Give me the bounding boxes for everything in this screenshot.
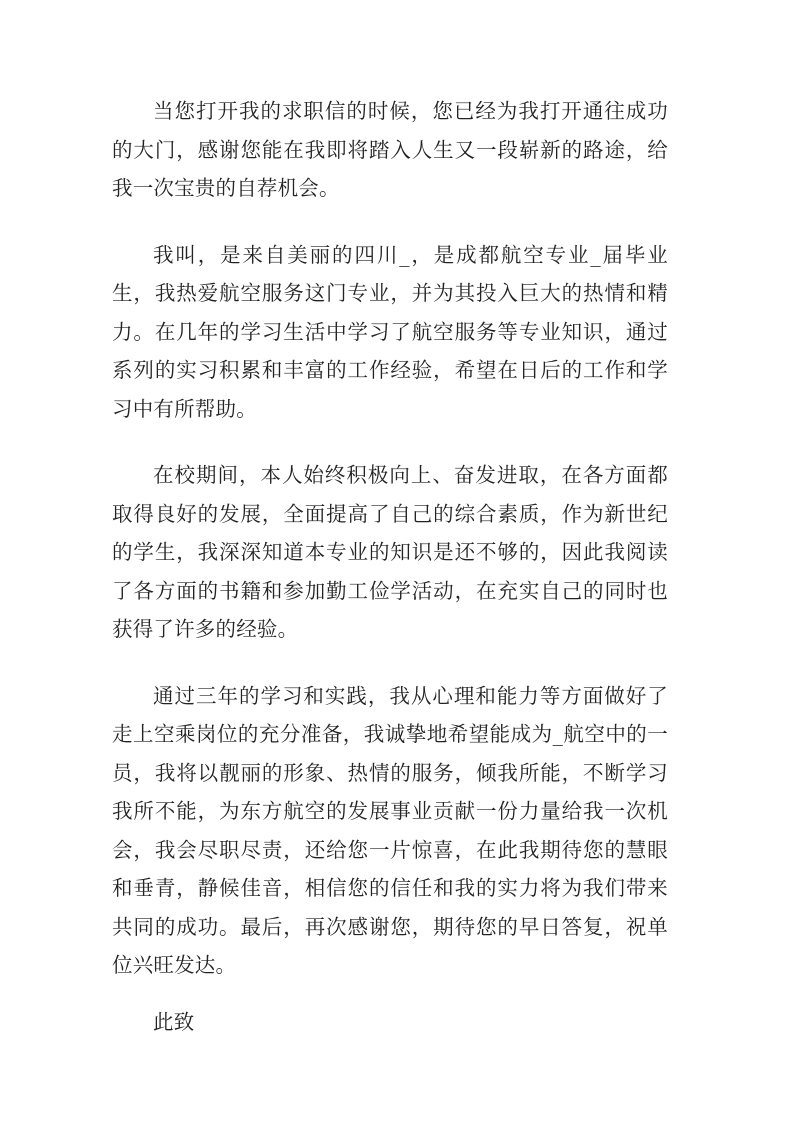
closing-salutation: 此致 xyxy=(153,1009,195,1034)
paragraph: 在校期间，本人始终积极向上、奋发进取，在各方面都取得良好的发展，全面提高了自己的综合素质，作为新世纪的学生，我深深知道本专业的知识是还不够的，因此我阅读了各方面的书籍和参加勤工俭学活动，在充实自己的同时也获得了许多的经验。 xyxy=(112,463,668,641)
letter-body xyxy=(112,92,668,1041)
paragraph: 通过三年的学习和实践，我从心理和能力等方面做好了走上空乘岗位的充分准备，我诚挚地希望能成为_航空中的一员，我将以靓丽的形象、热情的服务，倾我所能，不断学习我所不能，为东方航空的发展事业贡献一份力量给我一次机会，我会尽职尽责，还给您一片惊喜，在此我期待您的慧眼和垂青，静候佳音，相信您的信任和我的实力将为我们带来共同的成功。最后，再次感谢您，期待您的早日答复，祝单位兴旺发达。 xyxy=(112,683,668,977)
paragraph: 当您打开我的求职信的时候，您已经为我打开通往成功的大门，感谢您能在我即将踏入人生又一段崭新的路途，给我一次宝贵的自荐机会。 xyxy=(112,99,668,200)
paragraph: 我叫，是来自美丽的四川_，是成都航空专业_届毕业生，我热爱航空服务这门专业，并为其投入巨大的热情和精力。在几年的学习生活中学习了航空服务等专业知识，通过系列的实习积累和丰富的工作经验，希望在日后的工作和学习中有所帮助。 xyxy=(112,242,668,421)
